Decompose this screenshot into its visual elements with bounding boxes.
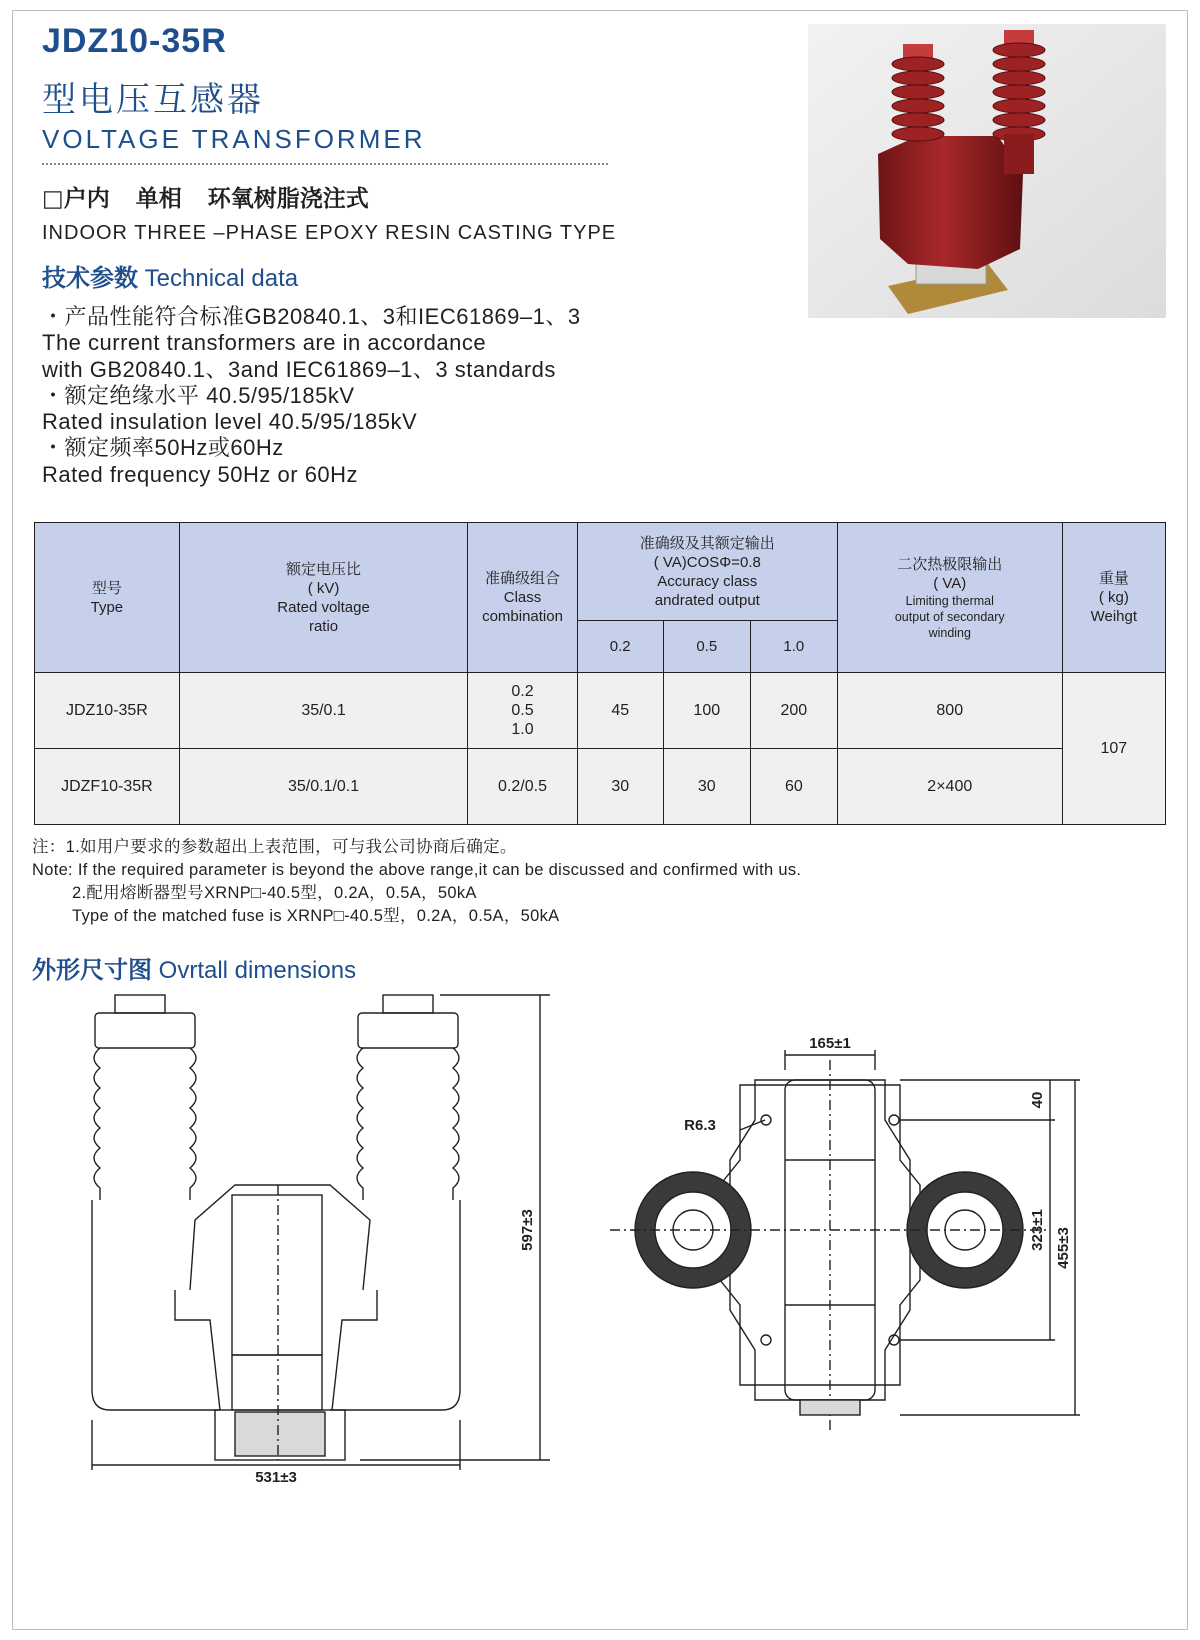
- cell-weight: 107: [1062, 673, 1165, 825]
- spec-table: [34, 522, 1166, 825]
- notes: [32, 836, 801, 928]
- cell-out-10: 60: [750, 749, 837, 825]
- spec-line: ・产品性能符合标准GB20840.1、3和IEC61869–1、3: [42, 304, 581, 329]
- dim-top-view-width: 165±1: [809, 1035, 851, 1052]
- cell-limit: 800: [837, 673, 1062, 749]
- spec-list: [42, 304, 581, 488]
- spec-line: with GB20840.1、3and IEC61869–1、3 standards: [42, 356, 556, 382]
- header-accuracy: 准确级及其额定输出 ( VA)COSΦ=0.8 Accuracy class andrated output: [577, 523, 837, 621]
- header-ratio: 额定电压比 ( kV) Rated voltage ratio: [179, 523, 468, 673]
- dotted-divider: [42, 163, 608, 165]
- spec-line: ・额定绝缘水平 40.5/95/185kV: [42, 382, 355, 408]
- technical-heading: [42, 258, 298, 293]
- header-weight: 重量 ( kg) Weihgt: [1062, 523, 1165, 673]
- dimensions-heading-en: Ovrtall dimensions: [158, 957, 357, 984]
- cell-type: JDZF10-35R: [35, 749, 180, 825]
- subtitle-cn: □户内 单相 环氧树脂浇注式: [42, 186, 369, 212]
- spec-line: The current transformers are in accordance: [42, 330, 487, 356]
- cell-ratio: 35/0.1/0.1: [179, 749, 468, 825]
- product-title-en: VOLTAGE TRANSFORMER: [42, 124, 426, 154]
- dim-hole-span: 323±1: [1029, 1209, 1046, 1251]
- header-limit: 二次热极限输出 ( VA) Limiting thermal output of secondary winding: [837, 523, 1062, 673]
- cell-limit: 2×400: [837, 749, 1062, 825]
- cell-class: 0.2/0.5: [468, 749, 577, 825]
- dim-offset: 40: [1029, 1091, 1046, 1109]
- product-title-cn: 型电压互感器: [42, 80, 264, 120]
- spec-line: ・额定频率50Hz或60Hz: [42, 435, 284, 461]
- header-acc-05: 0.5: [663, 621, 750, 673]
- cell-class: 0.2 0.5 1.0: [468, 673, 577, 749]
- header-type: 型号 Type: [35, 523, 180, 673]
- table-row: [35, 673, 1166, 749]
- subtitle-en: INDOOR THREE –PHASE EPOXY RESIN CASTING TYPE: [42, 222, 617, 244]
- header-class: 准确级组合 Class combination: [468, 523, 577, 673]
- cell-type: JDZ10-35R: [35, 673, 180, 749]
- technical-heading-cn: 技术参数: [42, 264, 138, 292]
- note-1-cn: 注：1.如用户要求的参数超出上表范围，可与我公司协商后确定。: [32, 838, 517, 856]
- cell-out-02: 30: [577, 749, 663, 825]
- dimension-drawing: [20, 990, 1170, 1590]
- top-view: [610, 1050, 1080, 1430]
- dimensions-heading: [32, 950, 356, 985]
- cell-out-05: 100: [663, 673, 750, 749]
- dim-height: 597±3: [519, 1209, 536, 1251]
- table-row: [35, 749, 1166, 825]
- note-2-en: Type of the matched fuse is XRNP□-40.5型，0.2A，0.5A，50kA: [72, 907, 560, 925]
- cell-out-10: 200: [750, 673, 837, 749]
- front-view: [92, 990, 550, 1470]
- note-1-en: Note: If the required parameter is beyond the above range,it can be discussed and confirmed with us.: [32, 861, 802, 879]
- spec-line: Rated insulation level 40.5/95/185kV: [42, 409, 418, 435]
- cell-ratio: 35/0.1: [179, 673, 468, 749]
- technical-heading-en: Technical data: [144, 265, 299, 292]
- spec-line: Rated frequency 50Hz or 60Hz: [42, 461, 359, 487]
- dim-radius: R6.3: [684, 1117, 716, 1134]
- dim-base-width: 531±3: [255, 1469, 297, 1486]
- dim-total: 455±3: [1055, 1227, 1072, 1269]
- note-2-cn: 2.配用熔断器型号XRNP□-40.5型，0.2A，0.5A，50kA: [72, 884, 477, 902]
- cell-out-05: 30: [663, 749, 750, 825]
- cell-out-02: 45: [577, 673, 663, 749]
- product-photo: [808, 24, 1166, 318]
- dimensions-heading-cn: 外形尺寸图: [32, 956, 152, 984]
- model-title: JDZ10-35R: [42, 22, 227, 60]
- header-acc-10: 1.0: [750, 621, 837, 673]
- header-acc-02: 0.2: [577, 621, 663, 673]
